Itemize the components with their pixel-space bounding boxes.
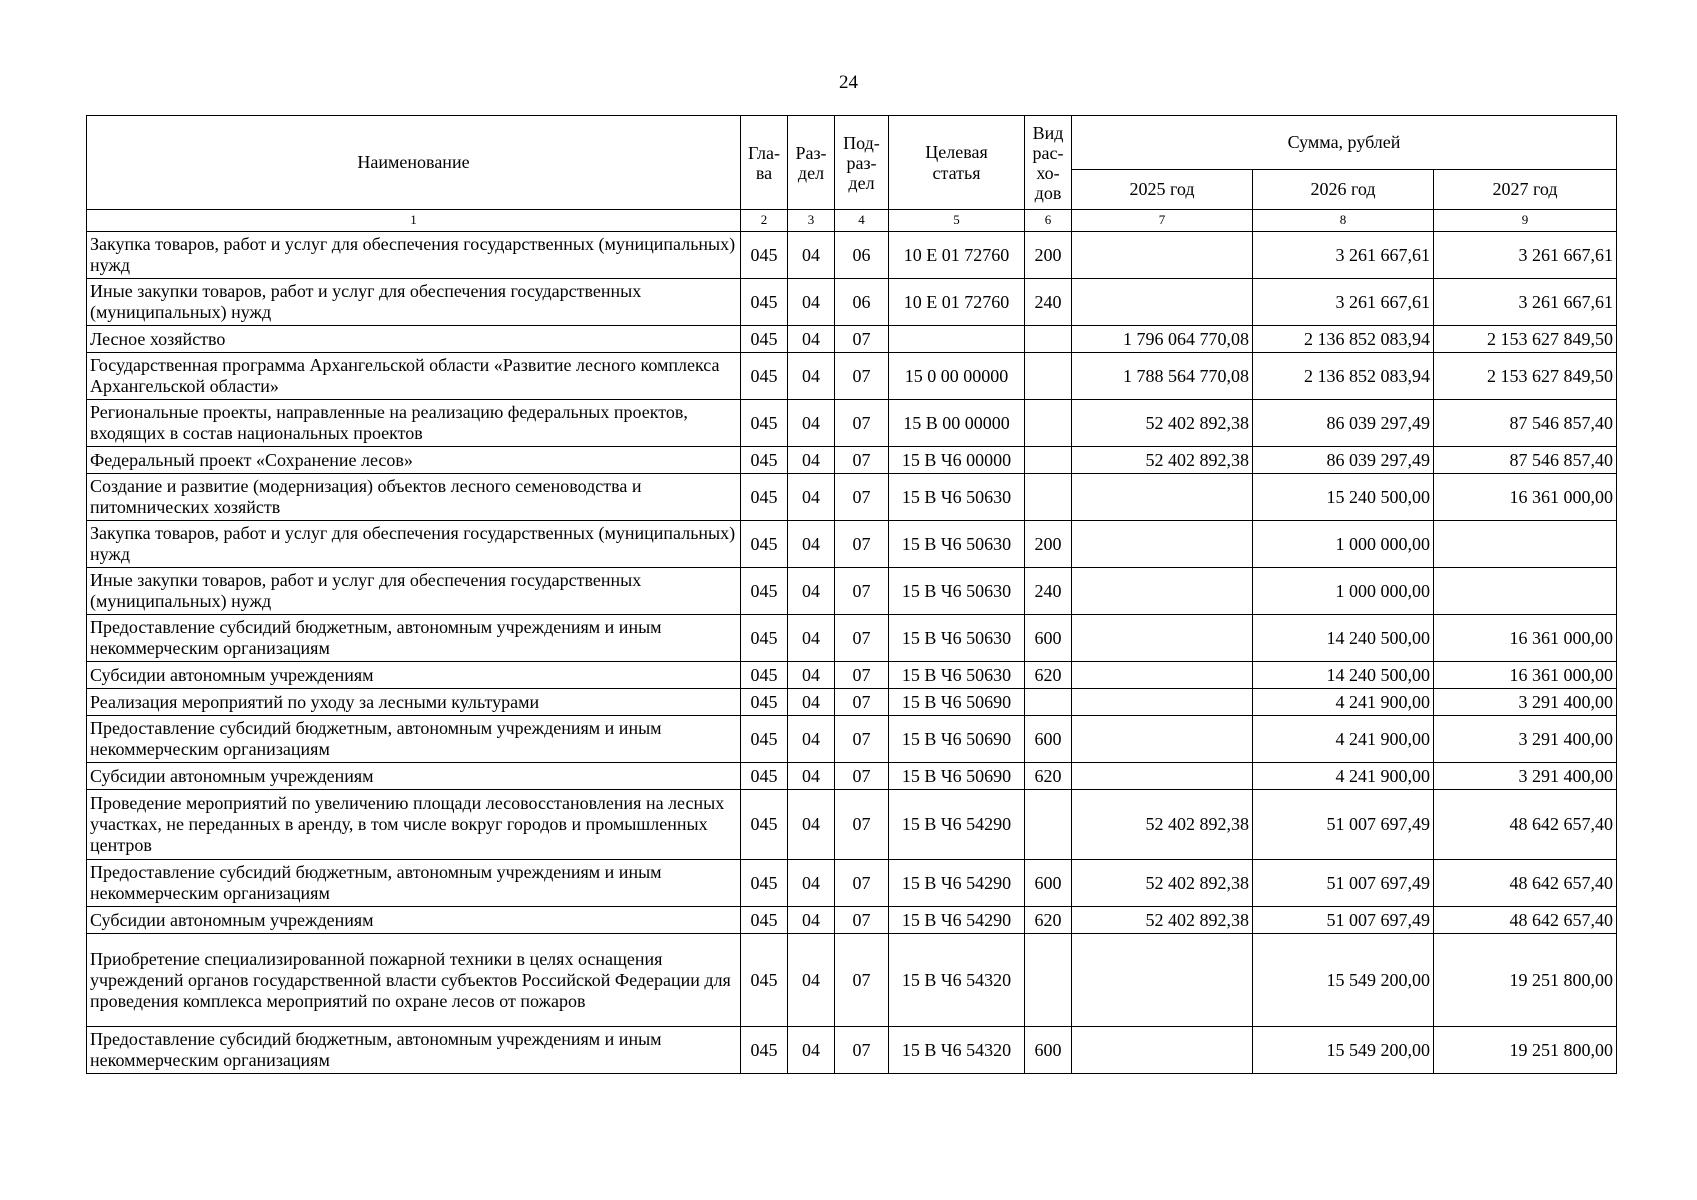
row-amount-2026: 1 000 000,00 [1253, 521, 1434, 568]
table-row [87, 568, 1617, 615]
row-chapter: 045 [741, 934, 788, 1027]
row-amount-2026: 1 000 000,00 [1253, 568, 1434, 615]
row-subsection: 07 [835, 400, 889, 447]
row-chapter: 045 [741, 326, 788, 353]
row-amount-2025 [1072, 615, 1253, 662]
row-section: 04 [788, 232, 835, 279]
row-expense-type [1025, 790, 1072, 860]
row-expense-type [1025, 400, 1072, 447]
row-amount-2025 [1072, 232, 1253, 279]
table-body [87, 232, 1617, 1074]
row-amount-2026: 15 549 200,00 [1253, 934, 1434, 1027]
row-amount-2026: 4 241 900,00 [1253, 716, 1434, 763]
row-chapter: 045 [741, 1027, 788, 1074]
row-amount-2027: 3 291 400,00 [1434, 689, 1617, 716]
row-subsection: 07 [835, 521, 889, 568]
row-amount-2027: 3 261 667,61 [1434, 232, 1617, 279]
row-subsection: 07 [835, 474, 889, 521]
column-number: 6 [1025, 210, 1072, 232]
row-section: 04 [788, 790, 835, 860]
column-number: 2 [741, 210, 788, 232]
header-year-2025: 2025 год [1072, 170, 1253, 210]
row-subsection: 07 [835, 615, 889, 662]
row-amount-2026: 86 039 297,49 [1253, 400, 1434, 447]
table-row [87, 860, 1617, 907]
row-name: Субсидии автономным учреждениям [87, 763, 741, 790]
row-name: Лесное хозяйство [87, 326, 741, 353]
row-target-article: 10 Е 01 72760 [889, 232, 1025, 279]
row-amount-2025 [1072, 1027, 1253, 1074]
row-subsection: 07 [835, 934, 889, 1027]
row-name: Предоставление субсидий бюджетным, автономным учреждениям и иным некоммерческим организациям [87, 716, 741, 763]
row-chapter: 045 [741, 474, 788, 521]
row-amount-2026: 51 007 697,49 [1253, 790, 1434, 860]
row-amount-2025: 52 402 892,38 [1072, 447, 1253, 474]
row-expense-type: 600 [1025, 860, 1072, 907]
table-row [87, 689, 1617, 716]
row-amount-2027: 16 361 000,00 [1434, 615, 1617, 662]
row-subsection: 07 [835, 716, 889, 763]
row-chapter: 045 [741, 279, 788, 326]
row-chapter: 045 [741, 447, 788, 474]
row-chapter: 045 [741, 763, 788, 790]
row-amount-2026: 2 136 852 083,94 [1253, 326, 1434, 353]
row-section: 04 [788, 400, 835, 447]
row-section: 04 [788, 568, 835, 615]
row-amount-2027: 19 251 800,00 [1434, 934, 1617, 1027]
row-amount-2027: 3 291 400,00 [1434, 763, 1617, 790]
row-section: 04 [788, 934, 835, 1027]
row-expense-type: 200 [1025, 232, 1072, 279]
header-section [788, 116, 835, 210]
header-name: Наименование [87, 116, 741, 210]
row-subsection: 07 [835, 1027, 889, 1074]
header-section-label: Раз- дел [795, 142, 827, 183]
row-section: 04 [788, 521, 835, 568]
row-chapter: 045 [741, 568, 788, 615]
row-amount-2026: 15 549 200,00 [1253, 1027, 1434, 1074]
header-chapter [741, 116, 788, 210]
row-subsection: 07 [835, 763, 889, 790]
header-target-article-label: Целевая статья [925, 141, 988, 183]
header-expense-type [1025, 116, 1072, 210]
row-subsection: 07 [835, 447, 889, 474]
column-number: 9 [1434, 210, 1617, 232]
row-section: 04 [788, 763, 835, 790]
row-subsection: 07 [835, 907, 889, 934]
row-subsection: 06 [835, 279, 889, 326]
row-name: Предоставление субсидий бюджетным, автономным учреждениям и иным некоммерческим организациям [87, 615, 741, 662]
table-row [87, 763, 1617, 790]
column-number: 7 [1072, 210, 1253, 232]
row-section: 04 [788, 1027, 835, 1074]
row-section: 04 [788, 447, 835, 474]
row-amount-2027: 3 291 400,00 [1434, 716, 1617, 763]
row-subsection: 07 [835, 353, 889, 400]
table-row [87, 400, 1617, 447]
row-amount-2025 [1072, 279, 1253, 326]
table-row [87, 934, 1617, 1027]
row-name: Субсидии автономным учреждениям [87, 907, 741, 934]
row-amount-2027: 16 361 000,00 [1434, 662, 1617, 689]
row-expense-type [1025, 934, 1072, 1027]
row-subsection: 07 [835, 662, 889, 689]
row-name: Закупка товаров, работ и услуг для обеспечения государственных (муниципальных) нужд [87, 232, 741, 279]
row-expense-type [1025, 474, 1072, 521]
header-target-article [889, 116, 1025, 210]
row-target-article: 15 В Ч6 50630 [889, 568, 1025, 615]
row-subsection: 07 [835, 689, 889, 716]
row-name: Приобретение специализированной пожарной техники в целях оснащения учреждений органов государственной власти субъектов Российской Федерации для проведения комплекса мероприятий по охране лесов от пожаров [87, 934, 741, 1027]
row-chapter: 045 [741, 232, 788, 279]
column-number-row [87, 210, 1617, 232]
row-target-article: 15 В Ч6 50630 [889, 615, 1025, 662]
table-header [87, 116, 1617, 232]
row-amount-2026: 14 240 500,00 [1253, 615, 1434, 662]
row-amount-2025: 1 788 564 770,08 [1072, 353, 1253, 400]
row-section: 04 [788, 860, 835, 907]
row-amount-2026: 51 007 697,49 [1253, 907, 1434, 934]
row-expense-type: 600 [1025, 716, 1072, 763]
row-amount-2026: 2 136 852 083,94 [1253, 353, 1434, 400]
table-row [87, 353, 1617, 400]
header-expense-type-label: Вид рас- хо- дов [1032, 122, 1064, 203]
row-section: 04 [788, 353, 835, 400]
row-expense-type [1025, 353, 1072, 400]
row-amount-2025 [1072, 662, 1253, 689]
row-target-article: 15 В Ч6 50690 [889, 763, 1025, 790]
row-chapter: 045 [741, 662, 788, 689]
row-amount-2025 [1072, 521, 1253, 568]
row-amount-2027: 48 642 657,40 [1434, 907, 1617, 934]
row-target-article: 15 0 00 00000 [889, 353, 1025, 400]
row-amount-2027: 3 261 667,61 [1434, 279, 1617, 326]
row-amount-2025 [1072, 568, 1253, 615]
row-name: Предоставление субсидий бюджетным, автономным учреждениям и иным некоммерческим организациям [87, 1027, 741, 1074]
row-expense-type: 600 [1025, 615, 1072, 662]
row-expense-type [1025, 326, 1072, 353]
row-name: Реализация мероприятий по уходу за лесными культурами [87, 689, 741, 716]
row-expense-type [1025, 447, 1072, 474]
row-chapter: 045 [741, 689, 788, 716]
row-amount-2026: 14 240 500,00 [1253, 662, 1434, 689]
row-amount-2026: 51 007 697,49 [1253, 860, 1434, 907]
row-target-article: 15 В Ч6 54290 [889, 860, 1025, 907]
row-target-article: 10 Е 01 72760 [889, 279, 1025, 326]
row-name: Предоставление субсидий бюджетным, автономным учреждениям и иным некоммерческим организациям [87, 860, 741, 907]
row-amount-2025: 1 796 064 770,08 [1072, 326, 1253, 353]
row-amount-2027: 87 546 857,40 [1434, 447, 1617, 474]
table-row [87, 326, 1617, 353]
row-section: 04 [788, 279, 835, 326]
row-subsection: 07 [835, 326, 889, 353]
row-chapter: 045 [741, 400, 788, 447]
row-target-article: 15 В 00 00000 [889, 400, 1025, 447]
row-name: Создание и развитие (модернизация) объектов лесного семеноводства и питомнических хозяйств [87, 474, 741, 521]
row-section: 04 [788, 326, 835, 353]
column-number: 8 [1253, 210, 1434, 232]
row-amount-2027: 48 642 657,40 [1434, 860, 1617, 907]
row-section: 04 [788, 662, 835, 689]
row-amount-2027: 16 361 000,00 [1434, 474, 1617, 521]
row-expense-type: 600 [1025, 1027, 1072, 1074]
table-row [87, 907, 1617, 934]
budget-table [86, 115, 1617, 1074]
row-amount-2027: 2 153 627 849,50 [1434, 353, 1617, 400]
row-target-article [889, 326, 1025, 353]
row-subsection: 07 [835, 568, 889, 615]
row-target-article: 15 В Ч6 50630 [889, 521, 1025, 568]
row-target-article: 15 В Ч6 50630 [889, 662, 1025, 689]
row-section: 04 [788, 716, 835, 763]
column-number: 3 [788, 210, 835, 232]
header-sum: Сумма, рублей [1072, 116, 1617, 170]
row-name: Иные закупки товаров, работ и услуг для обеспечения государственных (муниципальных) нужд [87, 279, 741, 326]
row-name: Закупка товаров, работ и услуг для обеспечения государственных (муниципальных) нужд [87, 521, 741, 568]
header-year-2026: 2026 год [1253, 170, 1434, 210]
row-expense-type: 200 [1025, 521, 1072, 568]
row-amount-2025: 52 402 892,38 [1072, 790, 1253, 860]
row-amount-2026: 3 261 667,61 [1253, 232, 1434, 279]
row-section: 04 [788, 689, 835, 716]
header-year-2027: 2027 год [1434, 170, 1617, 210]
row-amount-2027 [1434, 568, 1617, 615]
row-amount-2025: 52 402 892,38 [1072, 907, 1253, 934]
column-number: 5 [889, 210, 1025, 232]
row-expense-type: 620 [1025, 662, 1072, 689]
row-amount-2027: 2 153 627 849,50 [1434, 326, 1617, 353]
row-name: Региональные проекты, направленные на реализацию федеральных проектов, входящих в состав национальных проектов [87, 400, 741, 447]
table-row [87, 521, 1617, 568]
row-amount-2025 [1072, 934, 1253, 1027]
row-target-article: 15 В Ч6 54320 [889, 1027, 1025, 1074]
table-row [87, 716, 1617, 763]
row-amount-2026: 15 240 500,00 [1253, 474, 1434, 521]
row-amount-2025 [1072, 689, 1253, 716]
column-number: 4 [835, 210, 889, 232]
table-row [87, 1027, 1617, 1074]
row-target-article: 15 В Ч6 54320 [889, 934, 1025, 1027]
row-amount-2025: 52 402 892,38 [1072, 400, 1253, 447]
row-subsection: 07 [835, 860, 889, 907]
row-expense-type: 240 [1025, 279, 1072, 326]
table-row [87, 279, 1617, 326]
row-name: Государственная программа Архангельской области «Развитие лесного комплекса Архангельской области» [87, 353, 741, 400]
row-subsection: 06 [835, 232, 889, 279]
header-subsection-label: Под- раз- дел [843, 132, 880, 193]
row-amount-2025 [1072, 474, 1253, 521]
row-chapter: 045 [741, 353, 788, 400]
row-chapter: 045 [741, 716, 788, 763]
table-row [87, 232, 1617, 279]
header-chapter-label: Гла- ва [747, 142, 781, 183]
row-amount-2026: 3 261 667,61 [1253, 279, 1434, 326]
row-chapter: 045 [741, 907, 788, 934]
row-amount-2025 [1072, 763, 1253, 790]
row-target-article: 15 В Ч6 50630 [889, 474, 1025, 521]
row-target-article: 15 В Ч6 50690 [889, 716, 1025, 763]
row-target-article: 15 В Ч6 50690 [889, 689, 1025, 716]
row-name: Проведение мероприятий по увеличению площади лесовосстановления на лесных участках, не переданных в аренду, в том числе вокруг городов и промышленных центров [87, 790, 741, 860]
row-target-article: 15 В Ч6 54290 [889, 907, 1025, 934]
row-target-article: 15 В Ч6 54290 [889, 790, 1025, 860]
row-amount-2026: 4 241 900,00 [1253, 763, 1434, 790]
table-row [87, 615, 1617, 662]
table-row [87, 474, 1617, 521]
row-name: Федеральный проект «Сохранение лесов» [87, 447, 741, 474]
table-row [87, 662, 1617, 689]
row-name: Субсидии автономным учреждениям [87, 662, 741, 689]
row-expense-type [1025, 689, 1072, 716]
row-section: 04 [788, 907, 835, 934]
row-amount-2027: 48 642 657,40 [1434, 790, 1617, 860]
header-subsection [835, 116, 889, 210]
row-amount-2027: 19 251 800,00 [1434, 1027, 1617, 1074]
row-chapter: 045 [741, 615, 788, 662]
row-chapter: 045 [741, 521, 788, 568]
row-name: Иные закупки товаров, работ и услуг для обеспечения государственных (муниципальных) нужд [87, 568, 741, 615]
row-amount-2025: 52 402 892,38 [1072, 860, 1253, 907]
row-amount-2025 [1072, 716, 1253, 763]
table-row [87, 447, 1617, 474]
row-amount-2027 [1434, 521, 1617, 568]
column-number: 1 [87, 210, 741, 232]
page-number: 24 [839, 72, 858, 93]
row-amount-2026: 86 039 297,49 [1253, 447, 1434, 474]
row-section: 04 [788, 474, 835, 521]
row-amount-2027: 87 546 857,40 [1434, 400, 1617, 447]
row-expense-type: 240 [1025, 568, 1072, 615]
row-expense-type: 620 [1025, 907, 1072, 934]
row-chapter: 045 [741, 790, 788, 860]
row-section: 04 [788, 615, 835, 662]
row-target-article: 15 В Ч6 00000 [889, 447, 1025, 474]
row-chapter: 045 [741, 860, 788, 907]
row-expense-type: 620 [1025, 763, 1072, 790]
row-subsection: 07 [835, 790, 889, 860]
table-row [87, 790, 1617, 860]
row-amount-2026: 4 241 900,00 [1253, 689, 1434, 716]
